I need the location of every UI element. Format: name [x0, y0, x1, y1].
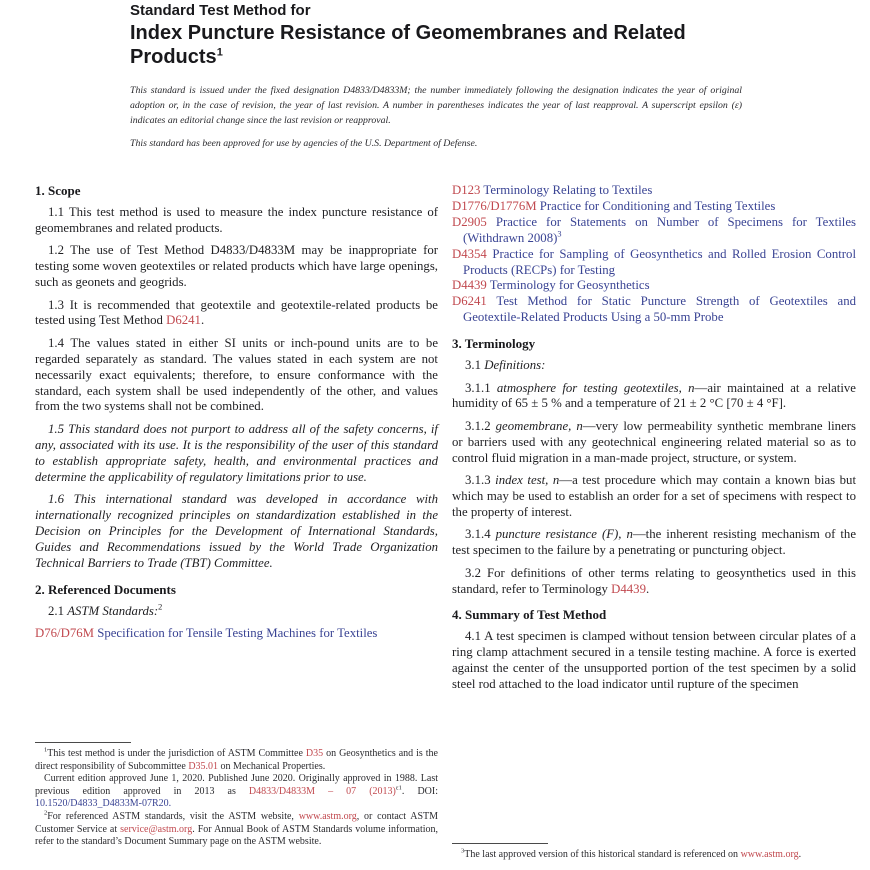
paragraph-3-2 — [452, 566, 856, 598]
paragraph-text: It is recommended that geotextile and geotextile-related products be tested using Test Method — [35, 297, 438, 328]
paragraph-1-5 — [35, 422, 438, 486]
footnote-rule — [452, 843, 548, 844]
footnote-text: The last approved version of this historical standard is referenced on — [464, 849, 741, 860]
issue-note: This standard is issued under the fixed designation D4833/D4833M; the number immediately following the designation indicates the year of original adoption or, in the case of revision, the year of last revision. A number in parentheses indicates the year of last reapproval. A superscript epsilon (ε) indicates an editorial change since the last revision or reapproval. — [130, 85, 742, 126]
paragraph-number: 1.6 — [48, 492, 74, 506]
right-footnotes — [452, 843, 856, 862]
footnote-marker-2: 2 — [158, 602, 163, 612]
footnote-rule — [35, 742, 131, 743]
definition-text: —a test procedure which may contain a known bias but which may be used to establish an order for a set of specimens with respect to the property of interest. — [452, 473, 856, 519]
footnote-text: . For Annual Book of ASTM Standards volume information, refer to the standard’s Document Summary page on the ASTM website. — [35, 823, 438, 848]
defined-term: atmosphere for testing geotextiles, n — [496, 380, 695, 395]
reference-item-d4354 — [452, 247, 856, 279]
standard-link-d6241[interactable]: D6241 — [166, 313, 201, 328]
paragraph-text: A test specimen is clamped without tension between circular plates of a ring clamp attachment secured in a tensile testing machine. A force is exerted against the center of the unsupported portion of the test specimen by a solid steel rod attached to the load indicator until rupture of the specimen — [452, 629, 856, 692]
committee-link-d35[interactable]: D35 — [305, 748, 324, 759]
paragraph-2-1 — [35, 604, 438, 620]
paragraph-text: For definitions of other terms relating to geosynthetics used in this standard, refer to Terminology — [452, 565, 856, 596]
astm-standards-label: ASTM Standards: — [67, 603, 159, 618]
standard-link-d4439[interactable]: D4439 — [452, 278, 487, 293]
definition-text: —air maintained at a relative humidity of 65 ± 5 % and a temperature of 21 ± 2 °C [70 ± 4 °F]. — [452, 380, 856, 411]
reference-item-d1776 — [452, 199, 856, 215]
paragraph-number: 1.4 — [48, 335, 71, 350]
paragraph-number: 1.2 — [48, 243, 71, 258]
section-1-heading: 1. Scope — [35, 183, 81, 198]
paragraph-text: This international standard was developed in accordance with internationally recognized principles on standardization established in the Decision on Principles for the Development of International Standards, Guides and Recommendations issued by the World Trade Organization Technical Barriers to Trade (TBT) Committee. — [35, 492, 438, 570]
footnote-3 — [452, 849, 856, 862]
title-footnote-marker: 1 — [216, 45, 223, 58]
section-2-heading: 2. Referenced Documents — [35, 581, 176, 597]
paragraph-text: This test method is used to measure the index puncture resistance of geomembranes and related products. — [35, 205, 439, 235]
paragraph-text: . — [645, 581, 650, 596]
footnote-1 — [35, 748, 438, 773]
definition-3-1-3 — [452, 473, 856, 521]
definition-text: —the inherent resisting mechanism of the test specimen to the failure by a penetrating or puncturing object. — [452, 527, 857, 558]
astm-service-email-link[interactable]: service@astm.org — [120, 823, 193, 835]
footnote-marker: 2 — [44, 809, 48, 817]
defined-term: index test, n — [495, 473, 560, 488]
paragraph-1-2 — [35, 243, 438, 291]
footnote-text: This test method is under the jurisdiction of ASTM Committee — [47, 748, 306, 759]
paragraph-number: 1.1 — [48, 205, 69, 219]
paragraph-number: 3.1 — [465, 358, 485, 373]
page-title — [130, 22, 748, 69]
right-column — [452, 183, 856, 700]
paragraph-4-1 — [452, 629, 856, 693]
reference-item-d123 — [452, 183, 856, 199]
standard-link-d1776[interactable]: D1776/D1776M — [452, 198, 537, 213]
dod-approval-note: This standard has been approved for use by agencies of the U.S. Department of Defense. — [130, 138, 478, 149]
footnote-text: on Geosynthetics and is the direct responsibility of Subcommittee — [35, 748, 438, 772]
reference-item-d2905 — [452, 215, 856, 247]
reference-title: Specification for Tensile Testing Machines for Textiles — [94, 625, 378, 640]
definition-3-1-4 — [452, 527, 856, 559]
reference-title: Practice for Conditioning and Testing Textiles — [536, 198, 776, 213]
reference-item-d76 — [35, 626, 438, 642]
footnote-1-edition — [35, 773, 438, 811]
footnote-text: , or contact ASTM Customer Service at — [35, 810, 439, 835]
standard-link-d76[interactable]: D76/D76M — [35, 625, 95, 640]
footnote-text: Current edition approved June 1, 2020. Published June 2020. Originally approved in 1988. Last previous edition approved in 2013 as — [35, 773, 438, 797]
footnote-marker-3: 3 — [557, 229, 562, 239]
footnote-marker: 3 — [461, 847, 465, 855]
footnote-text: on Mechanical Properties. — [218, 760, 326, 772]
reference-title: Terminology Relating to Textiles — [480, 183, 653, 197]
paragraph-number: 3.1.2 — [465, 418, 496, 433]
footnote-marker: 1 — [44, 746, 48, 754]
reference-item-d4439 — [452, 278, 856, 294]
paragraph-number: 1.5 — [48, 421, 69, 436]
paragraph-text: The use of Test Method D4833/D4833M may be inappropriate for testing some woven geotextiles or related products which have large openings, such as geonets and geogrids. — [35, 243, 438, 290]
paragraph-number: 4.1 — [465, 629, 485, 644]
paragraph-text: This standard does not purport to address all of the safety concerns, if any, associated with its use. It is the responsibility of the user of this standard to establish appropriate safety, health, and environmental practices and determine the applicability of regulatory limitations prior to use. — [35, 421, 438, 484]
paragraph-text: The values stated in either SI units or inch-pound units are to be regarded separately as standard. The values stated in each system are not necessarily exact equivalents; therefore, to ensure conformance with the standard, each system shall be used independently of the other, and values from the two systems shall not be combined. — [35, 335, 439, 414]
subcommittee-link-d35-01[interactable]: D35.01 — [188, 760, 219, 772]
left-footnotes — [35, 742, 438, 849]
paragraph-1-3 — [35, 298, 438, 330]
defined-term: puncture resistance (F), n — [495, 527, 633, 542]
paragraph-1-6 — [35, 492, 438, 572]
section-3-heading: 3. Terminology — [452, 336, 536, 352]
standard-link-d123[interactable]: D123 — [452, 183, 481, 197]
standard-link-d6241-ref[interactable]: D6241 — [452, 294, 487, 309]
paragraph-number: 3.2 — [465, 565, 488, 580]
doi-link[interactable]: 10.1520/D4833_D4833M-07R20. — [35, 798, 172, 810]
footnote-text: . — [798, 849, 802, 860]
paragraph-1-1 — [35, 205, 438, 237]
footnote-text: . DOI: — [401, 785, 438, 797]
definition-3-1-1 — [452, 381, 856, 413]
footnote-2 — [35, 811, 438, 849]
paragraph-number: 3.1.4 — [465, 527, 496, 542]
definition-3-1-2 — [452, 419, 856, 467]
definition-text: —very low permeability synthetic membrane liners or barriers used with any geotechnical engineering related material so as to control fluid migration in a man-made project, structure, or system. — [452, 418, 857, 465]
title-prefix: Standard Test Method for — [130, 2, 311, 19]
standard-link-d2905[interactable]: D2905 — [452, 214, 487, 229]
paragraph-3-1 — [452, 358, 856, 374]
standard-link-d4354[interactable]: D4354 — [452, 246, 487, 261]
footnote-text: For referenced ASTM standards, visit the ASTM website, — [47, 810, 299, 822]
reference-title: Practice for Sampling of Geosynthetics and Rolled Erosion Control Products (RECPs) for Testing — [463, 246, 856, 277]
paragraph-number: 3.1.3 — [465, 473, 496, 488]
paragraph-text: . — [200, 313, 205, 328]
astm-website-link[interactable]: www.astm.org — [298, 810, 357, 822]
reference-title: Test Method for Static Puncture Strength of Geotextiles and Geotextile-Related Products Using a 50-mm Probe — [463, 294, 856, 325]
standard-link-d4833-prev[interactable]: D4833/D4833M – 07 (2013) — [248, 785, 396, 797]
standard-link-d4439-inline[interactable]: D4439 — [611, 581, 646, 596]
paragraph-1-4 — [35, 336, 438, 416]
page-title-text: Index Puncture Resistance of Geomembranes and Related Products — [130, 22, 686, 68]
epsilon-superscript: ε1 — [395, 784, 402, 792]
definitions-label: Definitions: — [484, 358, 546, 373]
left-column — [35, 183, 438, 642]
defined-term: geomembrane, n — [495, 418, 583, 433]
reference-title: Practice for Statements on Number of Specimens for Textiles (Withdrawn 2008) — [463, 214, 856, 245]
paragraph-number: 1.3 — [48, 297, 70, 312]
reference-item-d6241 — [452, 294, 856, 326]
reference-title: Terminology for Geosynthetics — [486, 278, 650, 293]
paragraph-number: 3.1.1 — [465, 380, 497, 395]
paragraph-number: 2.1 — [48, 603, 68, 618]
astm-website-link[interactable]: www.astm.org — [740, 849, 799, 860]
title-block — [130, 1, 748, 150]
section-4-heading: 4. Summary of Test Method — [452, 607, 607, 623]
